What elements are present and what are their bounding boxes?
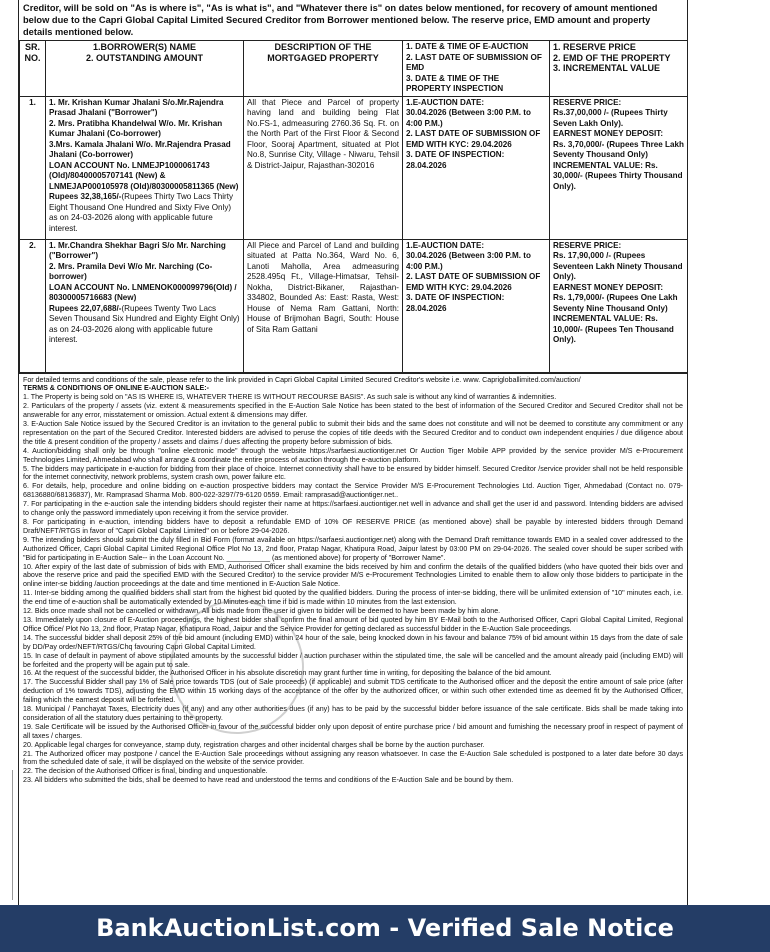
terms-list bbox=[23, 393, 683, 785]
borrower-names: 1. Mr.Chandra Shekhar Bagri S/o Mr. Narching ("Borrower") 2. Mrs. Pramila Devi W/o Mr. Narching (Co-borrower) bbox=[49, 240, 226, 281]
outstanding-amount bbox=[49, 192, 240, 234]
header-description: DESCRIPTION OF THE MORTGAGED PROPERTY bbox=[244, 41, 403, 97]
header-price: 1. RESERVE PRICE 2. EMD OF THE PROPERTY 3. INCREMENTAL VALUE bbox=[550, 41, 688, 97]
term-item: 15. In case of default in payment of above stipulated amounts by the successful bidder / auction purchaser within the stipulated time, the sale will be cancelled and the amount already paid (including EMD) will be forfeited and the property will be again put to sale. bbox=[23, 651, 683, 669]
terms-heading: TERMS & CONDITIONS OF ONLINE E-AUCTION SALE:- bbox=[23, 384, 210, 393]
table-header-row bbox=[20, 41, 688, 97]
terms-intro: For detailed terms and conditions of the sale, please refer to the link provided in Capri Global Capital Limited Secured Creditor's website i.e. www. Caprigloballimited.com/auction/ bbox=[23, 375, 581, 384]
footer-banner: BankAuctionList.com - Verified Sale Notice bbox=[0, 905, 770, 952]
term-item: 7. For participating in the e-auction sale the intending bidders should register their name at https://sarfaesi.auctiontiger.net well in advance and shall get the user id and password. Intending bidders are advised to change only the password immediately upon receiving it from the service provider. bbox=[23, 500, 683, 518]
borrower-names: 1. Mr. Krishan Kumar Jhalani S/o.Mr.Rajendra Prasad Jhalani ("Borrower") 2. Mrs. Pratibha Khandelwal W/o. Mr. Krishan Kumar Jhalani (Co-borrower) 3.Mrs. Kamala Jhalani W/o. Mr.Rajendra Prasad Jhalani (Co-borrower) bbox=[49, 97, 231, 159]
term-item: 5. The bidders may participate in e-auction for bidding from their place of choice. Internet connectivity shall have to be ensured by bidder himself. Secured Creditor /service provider shall not be held responsible for the internet connectivity, network problems, system crash own, power failure etc. bbox=[23, 464, 683, 482]
row-price: RESERVE PRICE: Rs. 17,90,000 /- (Rupees Seventeen Lakh Ninety Thousand Only). EARNEST MONEY DEPOSIT: Rs. 1,79,000/- (Rupees One Lakh Seventy Nine Thousand Only) INCREMENTAL VALUE: Rs. 10,000/- (Rupees Ten Thousand Only). bbox=[550, 239, 688, 372]
loan-account: LOAN ACCOUNT No. LNMENOK000099796(Old) / 80300005716683 (New) bbox=[49, 282, 237, 302]
header-sr: SR. NO. bbox=[20, 41, 46, 97]
outstanding-figure: Rupees 22,07,688/- bbox=[49, 303, 122, 313]
table-row bbox=[20, 239, 688, 372]
term-item: 3. E-Auction Sale Notice issued by the Secured Creditor is an invitation to the general public to submit their bids and the same does not constitute and will not be deemed to constitute any commitment or any representation on the part of the Secured Creditor. Interested bidders are advised to peruse the copies of title deeds with the Secured Creditor and to conduct own independent enquiries / due diligence about the title & present condition of the property / assets and claims / dues affecting the property before submission of bids. bbox=[23, 420, 683, 446]
row-borrower-cell bbox=[46, 239, 244, 372]
outstanding-figure: Rupees 32,38,165/- bbox=[49, 192, 122, 201]
row-sr: 2. bbox=[20, 239, 46, 372]
term-item: 19. Sale Certificate will be issued by the Authorised Officer in favour of the successful bidder only upon deposit of entire purchase price / bid amount and furnishing the necessary proof in respect of payment of all taxes / charges. bbox=[23, 722, 683, 740]
term-item: 13. Immediately upon closure of E-Auction proceedings, the highest bidder shall confirm the final amount of bid quoted by him BY E-Mail both to the Authorised Officer, Capri Global Capital Limited, Regional Office Office/ Plot No 13, 2nd floor, Pratap Nagar, Khatipura Road, Jaipur and the Service Provider for getting declared as successful bidder in the E-Auction Sale proceedings. bbox=[23, 615, 683, 633]
term-item: 18. Municipal / Panchayat Taxes, Electricity dues (if any) and any other authorities dues (if any) has to be paid by the successful bidder before issuance of the sale certificate. Bids shall be made taking into consideration of all the statutory dues pertaining to the property. bbox=[23, 705, 683, 722]
term-item: 10. After expiry of the last date of submission of bids with EMD, Authorised Officer shall examine the bids received by him and confirm the details of the qualified bidders (who have quoted their bids over and above the reserve price and paid the specified EMD with the Secured Creditor) to the service provider M/S e-Procurement Technologies Limited to enable them to allow only those bidders to participate in the online inter-se bidding /auction proceedings at the date and time mentioned in E-Auction Sale Notice. bbox=[23, 562, 683, 589]
term-item: 6. For details, help, procedure and online bidding on e-auction prospective bidders may contact the Service Provider M/S E-Procurement Technologies Ltd. Auction Tiger, Ahmedabad (Contact no. 079-68136880/68136837), Mr. Ramprasad Sharma Mob. 800-022-3297/79-6120 0559. Email: ramprasad@auctiontiger.net.. bbox=[23, 482, 683, 500]
intro-paragraph: Creditor, will be sold on "As is where is", "As is what is", and "Whatever there is" on dates below mentioned, for recovery of amount mentioned below due to the Capri Global Capital Limited Secured Creditor from Borrower mentioned below. The reserve price, EMD amount and property details mentioned below. bbox=[23, 3, 658, 38]
outstanding-words: (Rupees Thirty Two Lacs Thirty Eight Thousand One Hundred and Sixty Five Only) as on 24-03-2026 along with applicable future interest. bbox=[49, 192, 233, 233]
term-item: 11. Inter-se bidding among the qualified bidders shall start from the highest bid quoted by the qualified bidders. During the process of inter-se bidding, there will be unlimited extension of "10" minutes each, i.e. the end time of e-auction shall be automatically extended by 10 Minutes each time if bid is made within 10 minutes from the last extension. bbox=[23, 589, 683, 607]
term-item: 2. Particulars of the property / assets (viz. extent & measurements specified in the E-Auction Sale Notice has been stated to the best of information of the Secured Creditor and Secured Creditor shall not be answerable for any error, misstatement or omission. Actual extent & dimensions may differ. bbox=[23, 402, 683, 420]
loan-account: LOAN ACCOUNT No. LNMEJP1000061743 (Old)/80400005707141 (New) & LNMEJAP000105978 (Old)/80300005811365 (New) bbox=[49, 160, 239, 191]
term-item: 23. All bidders who submitted the bids, shall be deemed to have read and understood the terms and conditions of the E-Auction Sale and be bound by them. bbox=[23, 776, 514, 785]
row-borrower-cell bbox=[46, 96, 244, 239]
term-item: 21. The Authorized officer may postpone / cancel the E-Auction Sale proceedings without assigning any reason whatsoever. In case the E-Auction Sale scheduled is postponed to a later date before 30 days from the scheduled date of sale, it will be displayed on the website of the service provider. bbox=[23, 749, 683, 767]
term-item: 12. Bids once made shall not be cancelled or withdrawn. All bids made from the user id given to bidder will be deemed to have been made by him alone. bbox=[23, 607, 501, 616]
term-item: 4. Auction/bidding shall only be through "online electronic mode" through the website https://sarfaesi.auctiontiger.net Or Auction Tiger Mobile APP provided by the service provider M/S e-Procurement Technologies Limited, Ahmedabad who shall arrange & coordinate the entire process of auction through the e-auction platform. bbox=[23, 446, 683, 464]
term-item: 20. Applicable legal charges for conveyance, stamp duty, registration charges and other incidental charges shall be borne by the auction purchaser. bbox=[23, 740, 485, 749]
term-item: 9. The intending bidders should submit the duly filled in Bid Form (format available on https://sarfaesi.auctiontiger.net) along with the Demand Draft remittance towards EMD in a sealed cover addressed to the Authorized Officer, Capri Global Capital Limited Regional Office Plot No 13, 2nd floor, Pratap Nagar, Khatipura Road, Jaipur latest by 03:00 PM on 29-04-2026. The sealed cover should be super scribed with "Bid for participating in E-Auction Sale-- in the Loan Account No. ___________ (as mentioned above) for property of "Borrower Name". bbox=[23, 535, 683, 562]
row-description: All Piece and Parcel of Land and building situated at Patta No.364, Ward No. 6, Lanoti Maholla, Area admeasuring 2528.495q Ft., Village-Himatsar, Tehsil-Nokha, District-Bikaner, Rajasthan-334802, Bounded As: East: Rasta, West: House of Nema Ram Gattani, North: House of Brijmohan Bagri, South: House of Sita Ram Gattani bbox=[244, 239, 403, 372]
row-price: RESERVE PRICE: Rs.37,00,000 /- (Rupees Thirty Seven Lakh Only). EARNEST MONEY DEPOSIT: Rs. 3,70,000/- (Rupees Three Lakh Seventy Thousand Only) INCREMENTAL VALUE: Rs. 30,000/- (Rupees Thirty Thousand Only). bbox=[550, 96, 688, 239]
outstanding-amount bbox=[49, 304, 240, 346]
term-item: 17. The Successful Bidder shall pay 1% of Sale price towards TDS (out of Sale proceeds) (if applicable) and submit TDS certificate to the Authorised officer and the deposit the entire amount of sale price (after deduction of 1% towards TDS), adjusting the EMD within 15 working days of the acceptance of the offer by the authorized officer, or within such other extended time as deemed fit by the Authorised Officer, failing which the earnest deposit will be forfeited. bbox=[23, 678, 683, 705]
table-row bbox=[20, 96, 688, 239]
term-item: 8. For participating in e-auction, intending bidders have to deposit a refundable EMD of 10% OF RESERVE PRICE (as mentioned above) shall be payable by interested bidders through Demand Draft/NEFT/RTGS in favor of "Capri Global Capital Limited" on or before 29-04-2026. bbox=[23, 518, 683, 535]
row-dates: 1.E-AUCTION DATE: 30.04.2026 (Between 3:00 P.M. to 4:00 P.M.) 2. LAST DATE OF SUBMISSION OF EMD WITH KYC: 29.04.2026 3. DATE OF INSPECTION: 28.04.2026 bbox=[403, 239, 550, 372]
row-sr: 1. bbox=[20, 96, 46, 239]
outstanding-words: (Rupees Twenty Two Lacs Seven Thousand Six Hundred and Eighty Eight Only) as on 24-03-2026 along with applicable future interest. bbox=[49, 303, 240, 344]
header-borrower: 1.BORROWER(S) NAME 2. OUTSTANDING AMOUNT bbox=[46, 41, 244, 97]
header-dates: 1. DATE & TIME OF E-AUCTION 2. LAST DATE OF SUBMISSION OF EMD 3. DATE & TIME OF THE PROPERTY INSPECTION bbox=[403, 41, 550, 97]
term-item: 1. The Property is being sold on "AS IS WHERE IS, WHATEVER THERE IS WITHOUT RECOURSE BASIS". As such sale is without any kind of warranties & indemnities. bbox=[23, 393, 557, 402]
term-item: 14. The successful bidder shall deposit 25% of the bid amount (including EMD) within 24 hour of the sale, being knocked down in his favour and balance 75% of bid amount within 15 days from the date of sale by DD/Pay order/NEFT/RTGS/Chq favouring Capri Global Capital Limited. bbox=[23, 633, 683, 651]
auction-table bbox=[19, 40, 688, 373]
row-dates: 1.E-AUCTION DATE: 30.04.2026 (Between 3:00 P.M. to 4:00 P.M.) 2. LAST DATE OF SUBMISSION OF EMD WITH KYC: 29.04.2026 3. DATE OF INSPECTION: 28.04.2026 bbox=[403, 96, 550, 239]
term-item: 22. The decision of the Authorised Officer is final, binding and unquestionable. bbox=[23, 767, 268, 776]
term-item: 16. At the request of the successful bidder, the Authorised Officer in his absolute discretion may grant further time in writing, for depositing the balance of the bid amount. bbox=[23, 669, 552, 678]
terms-section bbox=[19, 373, 687, 911]
sale-notice bbox=[18, 0, 688, 905]
row-description: All that Piece and Parcel of property having land and building being Flat No.FS-1, admeasuring 2760.36 Sq. Ft. on the North Part of the First Floor & Second Floor, Sooraj Apartment, situated at Plot No.8, Sunrise City, Village - Niwaru, Tehsil & District-Jaipur, Rajasthan-302016 bbox=[244, 96, 403, 239]
margin-strip bbox=[0, 770, 13, 900]
